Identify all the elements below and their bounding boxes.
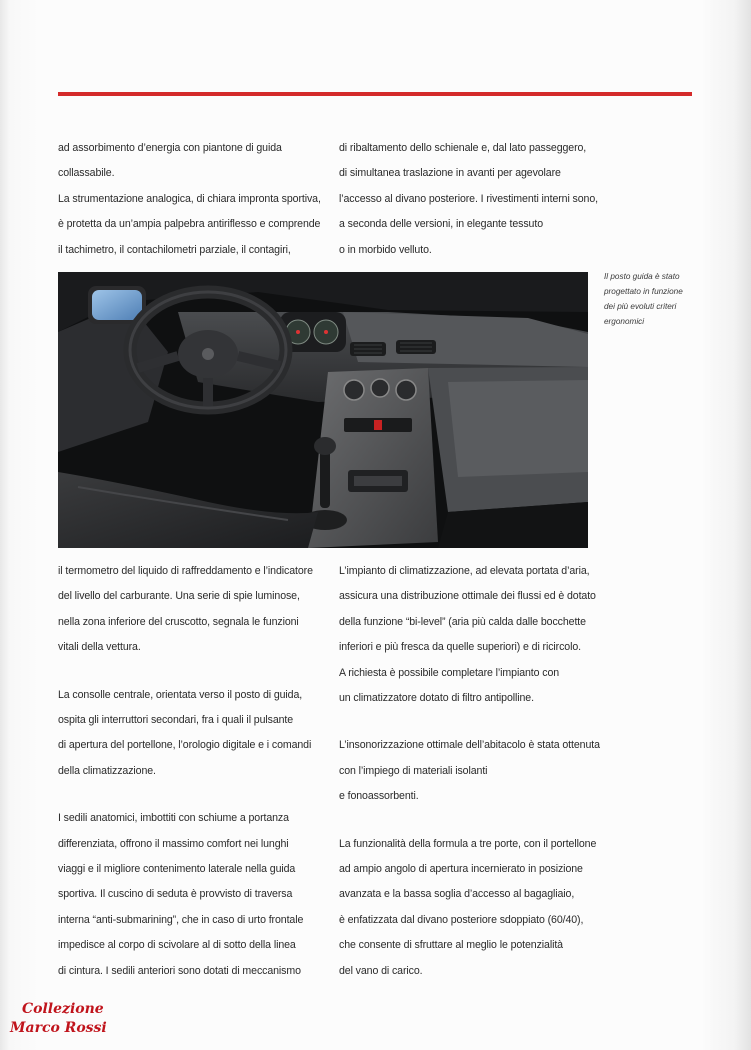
text-line: di simultanea traslazione in avanti per agevolare (339, 167, 561, 180)
text-line: interna “anti-submarining”, che in caso di urto frontale (58, 913, 304, 926)
text-column-top-right (339, 136, 609, 263)
text-line: inferiori e più fresca da quelle superiori) e di ricircolo. (339, 641, 581, 654)
text-column-bottom-right (339, 559, 609, 984)
watermark-line: Marco Rossi (10, 1020, 107, 1036)
text-line: è enfatizzata dal divano posteriore sdoppiato (60/40), (339, 913, 584, 926)
text-column-top-left (58, 136, 328, 263)
text-line: viaggi e il migliore contenimento laterale nella guida (58, 863, 296, 876)
text-line: La consolle centrale, orientata verso il posto di guida, (58, 688, 303, 701)
text-line: avanzata e la bassa soglia d’accesso al bagagliaio, (339, 888, 575, 901)
text-line: e fonoassorbenti. (339, 790, 419, 803)
collection-watermark (10, 1000, 120, 1038)
text-line: La funzionalità della formula a tre porte, con il portellone (339, 837, 597, 850)
text-line: un climatizzatore dotato di filtro antipolline. (339, 692, 534, 705)
text-line: sportiva. Il cuscino di seduta è provvisto di traversa (58, 888, 293, 901)
caption-line: ergonomici (604, 317, 645, 326)
dashboard-photo (58, 272, 588, 548)
text-line: collassabile. (58, 167, 115, 180)
text-line: L’insonorizzazione ottimale dell’abitacolo è stata ottenuta (339, 739, 600, 752)
text-line: del vano di carico. (339, 964, 423, 977)
text-line: è protetta da un’ampia palpebra antiriflesso e comprende (58, 218, 321, 231)
text-line: L’impianto di climatizzazione, ad elevata portata d’aria, (339, 565, 590, 577)
text-line: ad assorbimento d’energia con piantone di guida (58, 142, 282, 154)
text-line: il termometro del liquido di raffreddamento e l’indicatore (58, 565, 313, 577)
text-line: a seconda delle versioni, in elegante tessuto (339, 218, 543, 231)
red-header-rule (58, 92, 692, 96)
text-line: assicura una distribuzione ottimale dei flussi ed è dotato (339, 590, 596, 603)
photo-caption (604, 269, 704, 329)
text-line: con l’impiego di materiali isolanti (339, 764, 488, 777)
text-line: vitali della vettura. (58, 641, 141, 654)
text-line: I sedili anatomici, imbottiti con schiume a portanza (58, 812, 289, 825)
caption-line: Il posto guida è stato (604, 272, 680, 281)
watermark-line: Collezione (22, 1001, 104, 1017)
text-line: della climatizzazione. (58, 764, 156, 777)
caption-line: dei più evoluti criteri (604, 302, 677, 311)
text-line: o in morbido velluto. (339, 243, 432, 256)
text-line: di cintura. I sedili anteriori sono dotati di meccanismo (58, 964, 301, 977)
text-line: il tachimetro, il contachilometri parziale, il contagiri, (58, 243, 291, 256)
text-column-bottom-left (58, 559, 328, 984)
text-line: della funzione “bi-level” (aria più calda dalle bocchette (339, 615, 586, 628)
text-line: del livello del carburante. Una serie di spie luminose, (58, 590, 300, 603)
text-line: differenziata, offrono il massimo comfort nei lunghi (58, 837, 289, 850)
text-line: ad ampio angolo di apertura incernierato in posizione (339, 863, 583, 876)
caption-line: progettato in funzione (604, 287, 683, 296)
car-interior-illustration (58, 272, 588, 548)
text-line: di apertura del portellone, l’orologio digitale e i comandi (58, 739, 312, 752)
text-line: l’accesso al divano posteriore. I rivestimenti interni sono, (339, 192, 598, 205)
text-line: di ribaltamento dello schienale e, dal lato passeggero, (339, 142, 587, 154)
text-line: La strumentazione analogica, di chiara impronta sportiva, (58, 192, 321, 205)
text-line: A richiesta è possibile completare l’impianto con (339, 666, 560, 679)
text-line: impedisce al corpo di scivolare al di sotto della linea (58, 939, 296, 952)
text-line: nella zona inferiore del cruscotto, segnala le funzioni (58, 615, 299, 628)
text-line: ospita gli interruttori secondari, fra i quali il pulsante (58, 714, 294, 727)
text-line: che consente di sfruttare al meglio le potenzialità (339, 939, 563, 952)
